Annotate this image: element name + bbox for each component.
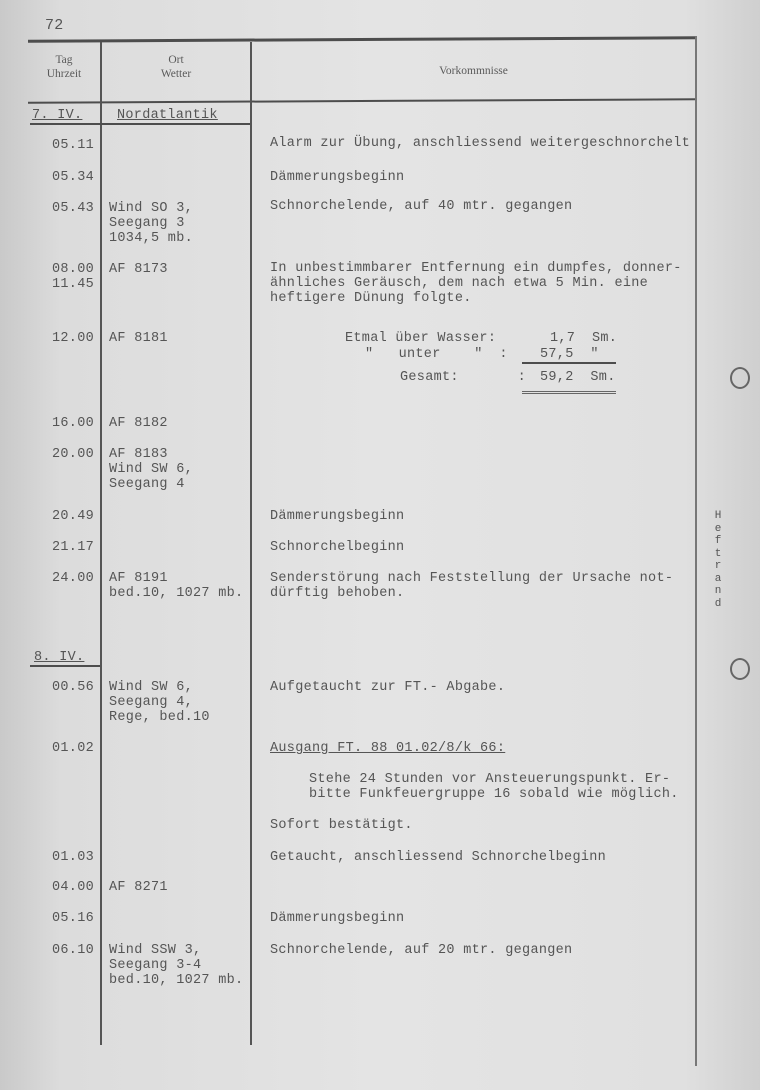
entry-time: 05.43 <box>52 201 95 216</box>
entry-event: Schnorchelbeginn <box>270 540 405 555</box>
header-day-time: Tag Uhrzeit <box>46 54 82 80</box>
entry-place: Wind SSW 3, Seegang 3-4 bed.10, 1027 mb. <box>109 943 244 988</box>
day-date-2: 8. IV. <box>34 650 85 665</box>
entry-event: Dämmerungsbeginn <box>270 911 405 926</box>
column-divider-1 <box>100 42 102 1045</box>
etmal-row2-value: 57,5 " <box>540 347 599 362</box>
day-rule-2 <box>30 665 100 667</box>
entry-place: Wind SO 3, Seegang 3 1034,5 mb. <box>109 201 194 246</box>
entry-time: 08.00 11.45 <box>52 262 95 292</box>
entry-time: 04.00 <box>52 880 95 895</box>
entry-time: 05.34 <box>52 170 95 185</box>
header-place-weather: Ort Wetter <box>160 54 192 80</box>
entry-time: 01.03 <box>52 850 95 865</box>
header-rule <box>28 98 696 103</box>
etmal-row1-value: 1,7 Sm. <box>550 331 618 346</box>
header-events: Vorkommnisse <box>439 65 508 77</box>
top-rule <box>28 36 696 42</box>
entry-event: Schnorchelende, auf 20 mtr. gegangen <box>270 943 573 958</box>
entry-event: In unbestimmbarer Entfernung ein dumpfes, donner- ähnliches Geräusch, dem nach etwa 5 Min. eine heftigere Dünung folgte. <box>270 261 682 306</box>
confirmation: Sofort bestätigt. <box>270 818 413 833</box>
entry-event: Getaucht, anschliessend Schnorchelbeginn <box>270 850 607 865</box>
entry-time: 00.56 <box>52 680 95 695</box>
entry-place: AF 8182 <box>109 416 168 431</box>
entry-event: Senderstörung nach Feststellung der Ursache not- dürftig behoben. <box>270 571 674 601</box>
entry-time: 06.10 <box>52 943 95 958</box>
etmal-row1-label: Etmal über Wasser: <box>345 331 497 346</box>
entry-event: Alarm zur Übung, anschliessend weitergeschnorchelt <box>270 136 691 151</box>
entry-time: 20.00 <box>52 447 95 462</box>
column-divider-2 <box>250 42 252 1045</box>
entry-time: 24.00 <box>52 571 95 586</box>
page-number: 72 <box>45 17 64 34</box>
entry-time: 01.02 <box>52 741 95 756</box>
day-rule-1 <box>30 123 250 125</box>
entry-time: 16.00 <box>52 416 95 431</box>
punch-hole-icon <box>730 367 750 389</box>
entry-event: Dämmerungsbeginn <box>270 170 405 185</box>
entry-event: Aufgetaucht zur FT.- Abgabe. <box>270 680 506 695</box>
day-place-1: Nordatlantik <box>117 108 218 123</box>
entry-place: AF 8191 bed.10, 1027 mb. <box>109 571 244 601</box>
entry-place: AF 8181 <box>109 331 168 346</box>
entry-time: 05.11 <box>52 138 95 153</box>
etmal-sum-rule <box>522 362 616 364</box>
margin-label-text: H e f t r a n d <box>714 510 722 610</box>
entry-place: AF 8173 <box>109 262 168 277</box>
etmal-row2-label: " unter " : <box>365 347 508 362</box>
entry-event: Schnorchelende, auf 40 mtr. gegangen <box>270 199 573 214</box>
etmal-total-label: Gesamt: : <box>400 370 527 385</box>
day-date-1: 7. IV. <box>32 108 83 123</box>
entry-place: AF 8271 <box>109 880 168 895</box>
entry-event: Ausgang FT. 88 01.02/8/k 66: <box>270 741 506 756</box>
column-divider-3 <box>695 36 697 1066</box>
margin-label <box>711 510 725 610</box>
entry-time: 20.49 <box>52 509 95 524</box>
punch-hole-icon <box>730 658 750 680</box>
entry-time: 21.17 <box>52 540 95 555</box>
etmal-total-value: 59,2 Sm. <box>522 370 616 394</box>
entry-place: Wind SW 6, Seegang 4, Rege, bed.10 <box>109 680 210 725</box>
ft-message: Stehe 24 Stunden vor Ansteuerungspunkt. Er- bitte Funkfeuergruppe 16 sobald wie möglich. <box>309 772 679 802</box>
entry-place: AF 8183 Wind SW 6, Seegang 4 <box>109 447 194 492</box>
entry-time: 12.00 <box>52 331 95 346</box>
entry-time: 05.16 <box>52 911 95 926</box>
entry-event: Dämmerungsbeginn <box>270 509 405 524</box>
